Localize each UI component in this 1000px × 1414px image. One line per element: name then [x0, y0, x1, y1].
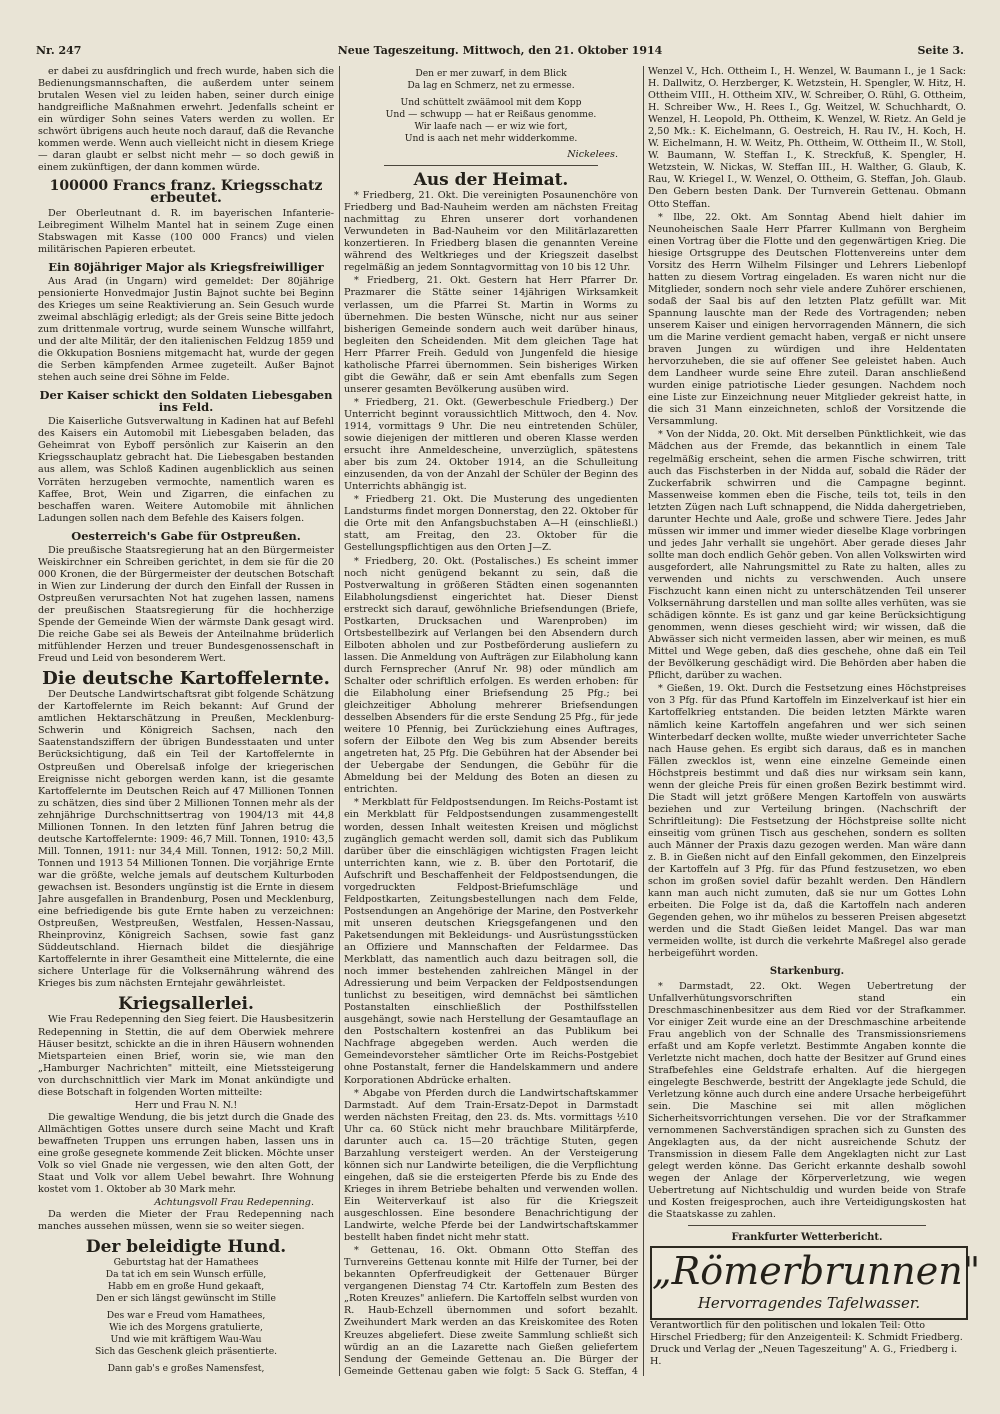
poem-line: Sich das Geschenk gleich präsentierte.: [94, 1346, 278, 1358]
article-continuation: Wenzel V., Hch. Ottheim I., H. Wenzel, W. Baumann I., je 1 Sack: H. Dallwitz, O. Herzberger, K. Wetzstein, H. Spengler, W. Hitz, H. Ottheim VIII., H. Ottheim XIV., W. Schreiber, O. Rühl, G. Ottheim, H. Schreiber Ww., H. Rees I., Gg. Weitzel, W. Schuchhardt, O. Wenzel, H. Leopold, Ph. Ottheim, K. Wenzel, W. Rietz. An Geld je 2,50 Mk.: K. Eichelmann, G. Oestreich, H. Rau IV., H. Koch, H. W. Eichelmann, H. W. Weitz, Ph. Ottheim, W. Ottheim II., W. Stoll, W. Baumann, W. Steffan I., K. Streckfuß, K. Spengler, H. Wetzstein, W. Nickas, W. Steffan III., H. Walther, G. Glaub, K. Rau, W. Kriegel I., W. Wenzel, O. Ottheim, G. Steffan, Joh. Glaub. Den Gebern besten Dank. Der Turnverein Gettenau. Obmann Otto Steffan.: [648, 66, 966, 210]
headline-oesterreich: Oesterreich's Gabe für Ostpreußen.: [71, 528, 301, 543]
column-2: [344, 66, 638, 1376]
headline-kartoffelernte: Die deutsche Kartoffelernte.: [42, 668, 330, 690]
poem-line: Und wie mit kräftigem Wau-Wau: [110, 1334, 262, 1346]
poem-line: Wie ich des Morgens gratulierte,: [109, 1322, 263, 1334]
ad-tagline: Hervorragendes Tafelwasser.: [697, 1294, 921, 1312]
column-1: [38, 66, 334, 1376]
poem-line: Da tat ich em sein Wunsch erfülle,: [105, 1269, 267, 1281]
article-text: Der Deutsche Landwirtschaftsrat gibt folgende Schätzung der Kartoffelernte im Reich bekannt: Auf Grund der amtlichen Hektarschätzung in Preußen, Mecklenburg-Schwerin und Königreich Sachsen, nach den Saatenstandsziffern der übrigen Bundesstaaten und unter Berücksichtigung, daß ein Teil der Kartoffelernte in Ostpreußen und Oberelsaß infolge der kriegerischen Ereignisse nicht geborgen werden kann, ist die gesamte Kartoffelernte im Deutschen Reich auf 47 Millionen Tonnen zu schätzen, dies sind über 2 Millionen Tonnen mehr als der zehnjährige Durchschnittsertrag von 1904/13 mit 44,8 Millionen Tonnen. In den letzten fünf Jahren betrug die deutsche Kartoffelernte: 1909: 46,7 Mill. Tonnen, 1910: 43,5 Mill. Tonnen, 1911: nur 34,4 Mill. Tonnen, 1912: 50,2 Mill. Tonnen und 1913 54 Millionen Tonnen. Die vorjährige Ernte war die größte, welche jemals auf deutschem Kulturboden gewachsen ist. Besonders ungünstig ist die Ernte in diesem Jahre ausgefallen in Brandenburg, Posen und Mecklenburg, eine befriedigende bis gute Ernte haben zu verzeichnen: Ostpreußen, Westpreußen, Westfalen, Hessen-Nassau, Rheinprovinz, Königreich Sachsen, sowie fast ganz Süddeutschland. Hiernach bildet die diesjährige Kartoffelernte in ihrer Gesamtheit eine Mittelernte, die eine sichere Unterlage für die Volksernährung während des Krieges bis zum nächsten Erntejahr gewährleistet.: [38, 689, 334, 990]
letter-salutation: Herr und Frau N. N.!: [134, 1099, 238, 1111]
headline-major: Ein 80jähriger Major als Kriegsfreiwilliger: [48, 259, 324, 274]
masthead-date: Neue Tageszeitung. Mittwoch, den 21. Oktober 1914: [337, 44, 663, 57]
article-text: * Friedberg, 20. Okt. (Postalisches.) Es scheint immer noch nicht genügend bekannt zu sein, daß die Postverwaltung in größeren Städten einen sogenannten Eilabholungsdienst eingerichtet hat. Dieser Dienst erstreckt sich darauf, gewöhnliche Briefsendungen (Briefe, Postkarten, Drucksachen und Warenproben) im Ortsbestellbezirk auf Verlangen bei den Absendern durch Eilboten abholen und zur Postbeförderung ausliefern zu lassen. Die Anmeldung von Aufträgen zur Eilabholung kann durch Fernsprecher (Anruf Nr. 98) oder mündlich am Schalter oder schriftlich erfolgen. Es werden erhoben: für die Eilabholung einer Briefsendung 25 Pfg.; bei gleichzeitiger Abholung mehrerer Briefsendungen desselben Absenders für die erste Sendung 25 Pfg., für jede weitere 10 Pfennig, bei Zurückziehung eines Auftrages, sofern der Eilbote den Weg bis zum Absender bereits angetreten hat, 25 Pfg. Die Gebühren hat der Absender bei der Uebergabe der Sendungen, die Gebühr für die Abmeldung bei der Meldung des Boten an diesen zu entrichten.: [344, 555, 638, 796]
article-text: * Gießen, 19. Okt. Durch die Festsetzung eines Höchstpreises von 3 Pfg. für das Pfund Kartoffeln im Einzelverkauf ist hier ein Kartoffelkrieg entstanden. Die beiden letzten Märkte waren nämlich keine Kartoffeln angefahren und wer sich seinen Winterbedarf decken wollte, mußte wieder unverrichteter Sache nach Hause gehen. Es ergibt sich daraus, daß es in manchen Fällen zwecklos ist, wenn eine einzelne Gemeinde einen Höchstpreis bestimmt und daß dies nur wirksam sein kann, wenn der gleiche Preis für einen großen Bezirk bestimmt wird. Die Stadt will jetzt größere Mengen Kartoffeln von auswärts beziehen und zur Verteilung bringen. (Nachschrift der Schriftleitung): Die Festsetzung der Höchstpreise sollte nicht einseitig vom grünen Tisch aus geschehen, sondern es sollten auch Männer der Praxis dazu gezogen werden. Man wäre dann z. B. in Gießen nicht auf den Einfall gekommen, den Einzelpreis der Kartoffeln auf 3 Pfg. für das Pfund festzusetzen, wo eben schon im großen soviel dafür bezahlt werden. Den Händlern kann man auch nicht zumuten, daß sie nur um Gottes Lohn erbeiten. Die Folge ist da, daß die Kartoffeln nach anderen Gegenden gehen, wo ihr mühelos zu besseren Preisen abgesetzt werden und die Stadt Gießen leidet Mangel. Das war man vermeiden wollte, ist durch die verkehrte Maßregel also gerade herbeigeführt worden.: [648, 683, 966, 960]
region-heading: Starkenburg.: [769, 966, 845, 978]
poem-line: [38, 1375, 334, 1376]
poem: [38, 1257, 334, 1376]
poem-line: Dann gab's e großes Namensfest,: [107, 1363, 265, 1375]
issue-number: Nr. 247: [36, 44, 82, 57]
poem-line: Und is aach net mehr widderkomme.: [404, 133, 578, 144]
letter-signature: Achtungsvoll Frau Redepenning.: [154, 1197, 314, 1209]
page-number: Seite 3.: [917, 44, 964, 57]
poem-line: Und — schwupp — hat er Reißaus genomme.: [385, 109, 597, 120]
article-text: * Friedberg, 21. Okt. Die vereinigten Posaunenchöre von Friedberg und Bad-Nauheim werden am nächsten Freitag nachmittag zu Ehren unserer dort vorhandenen Verwundeten in Bad-Nauheim vor den Militärlazaretten konzertieren. In Friedberg blasen die genannten Vereine während des Weltkrieges und der Kriegszeit daselbst regelmäßig an jedem Sonntagvormittag von 10 bis 12 Uhr.: [344, 190, 638, 274]
poem-author: Nickelees.: [567, 149, 618, 160]
article-text: * Von der Nidda, 20. Okt. Mit derselben Pünktlichkeit, wie das Mädchen aus der Fremde, das bekanntlich in einem Tale regelmäßig erscheint, sehen die armen Fische schwirren, tritt auch das Fischsterben in der Nidda auf, sobald die Räder der Zuckerfabrik schwirren und die Campagne beginnt. Massenweise kommen eben die Fische, teils tot, teils in den letzten Zügen nach Luft schnappend, die Nidda dahergetrieben, darunter Hechte und Aale, große und schwere Tiere. Jedes Jahr müssen wir immer und immer wieder dieselbe Klage vorbringen und jedes Jahr verhallt sie ungehört. Aber gerade dieses Jahr sollte man doch endlich Gehör geben. Von allen Volkswirten wird ausgefordert, alle Nahrungsmittel zu Rate zu halten, alles zu verwenden und nichts zu verschwenden. Auch unsere Fischzucht kann einen nicht zu unterschätzenden Teil unserer Volksernährung darstellen und man sollte alles verhüten, was sie schädigen könnte. Es ist ganz und gar keine Berücksichtigung genommen, wenn dieses geschieht wird; wir wissen, daß die Abwässer sich nicht vermeiden lassen, aber wir meinen, es muß Mittel und Wege geben, daß dies geschehe, ohne daß ein Teil der Bevölkerung geschädigt wird. Die Behörden aber haben die Pflicht, darüber zu wachen.: [648, 429, 966, 682]
page-header: [36, 44, 964, 62]
article-text: * Abgabe von Pferden durch die Landwirtschaftskammer Darmstadt. Auf dem Train-Ersatz-Depot in Darmstadt werden nächsten Freitag, den 23. ds. Mts. vormittags ½10 Uhr ca. 60 Stück nicht mehr brauchbare Militärpferde, darunter auch ca. 15—20 trächtige Stuten, gegen Barzahlung versteigert werden. An der Versteigerung können sich nur Landwirte beteiligen, die die Verpflichtung eingehen, daß sie die ersteigerten Pferde bis zu Ende des Krieges in ihrem Betriebe behalten und verwenden wollen. Ein Weiterverkauf ist also für die Kriegszeit ausgeschlossen. Eine besondere Benachrichtigung der Landwirte, welche Pferde bei der Landwirtschaftskammer bestellt haben findet nicht mehr statt.: [344, 1087, 638, 1244]
article-text: * Friedberg, 21. Okt. Gestern hat Herr Pfarrer Dr. Prazmarer die Stätte seiner 14jährigen Wirksamkeit verlassen, um die Pfarrei St. Martin in Worms zu übernehmen. Die besten Wünsche, nicht nur aus seiner bisherigen Gemeinde sondern auch weit darüber hinaus, begleiten den Scheidenden. Mit dem gleichen Tage hat Herr Pfarrer Freih. Geduld von Jungenfeld die hiesige katholische Pfarrei übernommen. Sein bisheriges Wirken gibt die Gewähr, daß er sein Amt ebenfalls zum Segen unserer gesamten Bevölkerung ausüben wird.: [344, 275, 638, 395]
article-text: Die Kaiserliche Gutsverwaltung in Kadinen hat auf Befehl des Kaisers ein Automobil mit Liebesgaben beladen, das Geheimrat von Eyboff persönlich zur Kaiserin an den Kriegsschauplatz gebracht hat. Die Liebesgaben bestanden aus allem, was Schloß Kadinen augenblicklich aus seinen Vorräten herzugeben vermochte, namentlich waren es Kaffee, Brot, Wein und Zigarren, die einfachen zu beschaffen waren. Weitere Automobile mit ähnlichen Ladungen sollen nach dem Befehle des Kaisers folgen.: [38, 416, 334, 524]
weather-title: Frankfurter Wetterbericht.: [731, 1232, 883, 1242]
article-text: * Friedberg 21. Okt. Die Musterung des ungedienten Landsturms findet morgen Donnerstag, den 22. Oktober für die Orte mit den Anfangsbuchstaben A—H (einschließl.) statt, am Freitag, den 23. Oktober für die Gestellungspflichtigen aus den Orten J—Z.: [344, 494, 638, 554]
article-text: Wie Frau Redepenning den Sieg feiert. Die Hausbesitzerin Redepenning in Stettin, die auf dem Oberwiek mehrere Häuser besitzt, schickte an die in ihren Häusern wohnenden Mietsparteien einen Brief, worin sie, wie man den „Hamburger Nachrichten" mitteilt, eine Mietssteigerung von durchschnittlich vier Mark im Monat ankündigte und diese Botschaft in folgenden Worten mitteilte:: [38, 1014, 334, 1098]
article-text: * Merkblatt für Feldpostsendungen. Im Reichs-Postamt ist ein Merkblatt für Feldpostsendungen zusammengestellt worden, dessen Inhalt weitesten Kreisen und möglichst zugänglich gemacht werden soll, damit sich das Publikum darüber über die einschlägigen wichtigsten Fragen leicht unterrichten kann, wie z. B. über den Portotarif, die Aufschrift und Beschaffenheit der Feldpostsendungen, die vorgedruckten Feldpost-Briefumschläge und Feldpostkarten, Zeitungsbestellungen nach dem Felde, Postsendungen an Angehörige der Marine, den Postverkehr mit unseren deutschen Kriegsgefangenen und den Paketsendungen mit Bekleidungs- und Ausrüstungsstücken an Offiziere und Mannschaften der Feldarmee. Das Merkblatt, das namentlich auch dazu beitragen soll, die noch immer bestehenden zahlreichen Mängel in der Adressierung und beim Verpacken der Feldpostsendungen tunlichst zu beseitigen, wird demnächst bei sämtlichen Postanstalten einschließlich der Posthilfsstellen ausgehängt, sowie nach Herstellung der Gesamtauflage an den Postschaltern kostenfrei an das Publikum bei Nachfrage abgegeben werden. Auch werden die Gemeindevorsteher sämtlicher Orte im Reichs-Postgebiet ohne Postanstalt, ferner die Handelskammern und andere Korporationen Abdrücke erhalten.: [344, 797, 638, 1086]
poem-continuation: [344, 68, 638, 145]
poem-line: Den er mer zuwarf, in dem Blick: [415, 68, 567, 79]
letter-body: Die gewaltige Wendung, die bis jetzt durch die Gnade des Allmächtigen Gottes unsere durch seine Macht und Kraft bewaffneten Truppen uns errungen haben, lassen uns in eine große gesegnete kommende Zeit blicken. Möchte unser Volk so viel Gnade nie vergessen, wie den alten Gott, der Staat und Volk vor allem Uebel bewahrt. Ihre Wohnung kostet vom 1. Oktober ab 30 Mark mehr.: [38, 1111, 334, 1196]
article-continuation: er dabei zu ausfdringlich und frech wurde, haben sich die Bedienungsmannschaften, die außerdem unter seinem brutalen Wesen viel zu leiden haben, seiner durch einige handgreifliche Maßnahmen erwehrt. Jedenfalls scheint er ein würdiger Sohn seines Vaters werden zu wollen. Er schwört übrigens auch heute noch darauf, daß die Revanche kommen werde. Wenn auch vielleicht nicht in diesem Kriege — daran glaubt er selbst nicht mehr — so doch gewiß in einem zukünftigen, der dann kommen würde.: [38, 66, 334, 174]
poem-line: Des war e Freud vom Hamathees,: [106, 1310, 266, 1322]
separator: [384, 165, 598, 166]
article-text: * Gettenau, 16. Okt. Obmann Otto Steffan des Turnvereins Gettenau konnte mit Hilfe der Turner, bei der bekannten Opferfreudigkeit der Gettenauer Bürger vergangenen Dienstag 74 Ctr. Kartoffeln zum Besten des „Roten Kreuzes" anliefern. Die Kartoffeln selbst wurden von R. Haub-Echzell übernommen und sofort bezahlt. Zweihundert Mark werden an das Kreiskomitee des Roten Kreuzes abgeliefert. Diese zweite Sammlung schließt sich würdig an an die Lazarette nach Gießen geliefertem Sendung der Gemeinde Gettenau an. Die Bürger der Gemeinde Gettenau gaben wie folgt: 5 Sack G. Steffan, 4: [344, 1245, 638, 1376]
poem-line: Da lag en Schmerz, net zu ermesse.: [407, 80, 575, 91]
headline-hund: Der beleidigte Hund.: [85, 1237, 287, 1258]
article-text: Aus Arad (in Ungarn) wird gemeldet: Der 80jährige pensionierte Honvedmajor Justin Bajnot suchte bei Beginn des Krieges um seine Reaktivierung an. Sein Gesuch wurde zweimal abschlägig erledigt; als der Greis seine Bitte jedoch zum drittenmale vortrug, wurde seinem Wunsche willfahrt, und der alte Militär, der den italienischen Feldzug 1859 und die Okkupation Bosniens mitgemacht hat, wurde der gegen die Serben kämpfenden Armee zugeteilt. Außer Bajnot stehen auch seine drei Söhne im Felde.: [38, 275, 334, 384]
column-3: [648, 66, 966, 1242]
headline-kriegsschatz: 100000 Francs franz. Kriegsschatz erbeutet.: [49, 178, 323, 207]
separator: [688, 1225, 926, 1226]
poem-line: Den er sich längst gewünscht im Stille: [96, 1293, 276, 1305]
advertisement-roemerbrunnen: [650, 1246, 981, 1320]
article-text: * Darmstadt, 22. Okt. Wegen Uebertretung der Unfallverhütungsvorschriften stand ein Dreschmaschinenbesitzer aus dem Ried vor der Strafkammer. Vor einiger Zeit wurde eine an der Dreschmaschine arbeitende Frau angeblich von der Schnalle des Transmissionsriemens erfaßt und am Kopfe verletzt. Bestimmte Angaben konnte die Verletzte nicht machen, doch hatte der Besitzer auf Grund eines Strafbefehles eine Geldstrafe erhalten. Auf die hiergegen eingelegte Beschwerde, bestritt der Angeklagte jede Schuld, die Verletzung könne auch durch eine andere Ursache herbeigeführt sein. Die Maschine sei mit allen möglichen Sicherheitsvorrichtungen versehen. Die vor der Strafkammer vernommenen Sachverständigen sprachen sich zu Gunsten des Angeklagten aus, da der nicht ausreichende Schutz der Transmission in diesem Falle dem Angeklagten nicht zur Last gelegt werden könne. Das Gericht erkannte deshalb sowohl wegen der Anlage der Körperverletzung, wie wegen Uebertretung auf Nichtschuldig und wurden beide von Strafe und Kosten freigesprochen, auch ihre Verteidigungskosten hat die Staatskasse zu zahlen.: [648, 980, 966, 1221]
article-text: Da werden die Mieter der Frau Redepenning nach manches aussehen müssen, wenn sie so weiter siegen.: [38, 1209, 334, 1233]
poem-line: Wir laafe nach — er wiz wie fort,: [414, 121, 568, 132]
article-text: Der Oberleutnant d. R. im bayerischen Infanterie-Leibregiment Wilhelm Mantel hat in seinem Zuge einen Stabswagen mit Kasse (100 000 Francs) und vielen militärischen Papieren erbeutet.: [38, 207, 334, 255]
headline-kaiser: Der Kaiser schickt den Soldaten Liebesgaben ins Feld.: [39, 388, 333, 415]
poem-line: Habb em en große Hund gekaaft,: [107, 1281, 265, 1293]
article-text: * Friedberg, 21. Okt. (Gewerbeschule Friedberg.) Der Unterricht beginnt voraussichtlich Mittwoch, den 4. Nov. 1914, vormittags 9 Uhr. Die neu eintretenden Schüler, sowie diejenigen der mittleren und oberen Klasse werden ersucht ihre Anmeldescheine, unverzüglich, spätestens aber bis zum 24. Oktober 1914, an die Schulleitung einzusenden, da von der Anzahl der Schüler der Beginn des Unterrichts abhängig ist.: [344, 396, 638, 493]
article-text: Die preußische Staatsregierung hat an den Bürgermeister Weiskirchner ein Schreiben gerichtet, in dem sie für die 20 000 Kronen, die der Bürgermeister der deutschen Botschaft in Wien zur Linderung der durch den Einfall der Russen in Ostpreußen verursachten Not hat zugehen lassen, namens der preußischen Staatsregierung für die hochherzige Spende der Gemeinde Wien der wärmste Dank gesagt wird. Die reiche Gabe sei als Beweis der Anteilnahme brüderlich mitfühlender Herzen und treuer Bundesgenossenschaft in Freud und Leid von besonderem Wert.: [38, 544, 334, 665]
section-heading-heimat: Aus der Heimat.: [413, 170, 569, 191]
article-text: * Ilbe, 22. Okt. Am Sonntag Abend hielt dahier im Neunoheischen Saale Herr Pfarrer Kullmann von Bergheim einen Vortrag über die Flotte und den gegenwärtigen Krieg. Die hiesige Ortsgruppe des Deutschen Flottenvereins unter dem Vorsitz des Herrn Wilhelm Filsinger und Lehrers Liebenlopf hatten zu diesem Vortrag eingeladen. Es waren nicht nur die Mitglieder, sondern noch sehr viele andere Zuhörer erschienen, sodaß der Saal bis auf den letzten Platz gefüllt war. Mit Spannung lauschte man der Rede des Vortragenden; neben unserem Kaiser und einigen hervorragenden Männern, die sich um die Marine verdient gemacht haben, vergaß er nicht unsere braven Jungen zu würdigen und ihre Heldentaten hervorzuheben, die sie auf offener See geleistet haben. Auch dem Landheer wurde seine Ehre zuteil. Daran anschließend wurden einige patriotische Lieder gesungen. Nachdem noch eine Liste zur Einzeichnung neuer Mitglieder gekreist hatte, in die sich 31 Mann einzeichneten, schloß der Vorsitzende die Versammlung.: [648, 211, 966, 428]
column-rule-1: [339, 66, 340, 1376]
column-rule-2: [643, 66, 644, 1376]
imprint: Verantwortlich für den politischen und lokalen Teil: Otto Hirschel Friedberg; für den Anzeigenteil: K. Schmidt Friedberg. Druck und Verlag der „Neuen Tageszeitung" A. G., Friedberg i. H.: [650, 1320, 963, 1367]
ad-brand-name: „Römerbrunnen": [652, 1249, 981, 1293]
poem-line: Geburtstag hat der Hamathees: [113, 1257, 259, 1269]
poem-line: Und schüttelt zwäämool mit dem Kopp: [400, 97, 582, 108]
headline-kriegsallerlei: Kriegsallerlei.: [118, 994, 254, 1015]
